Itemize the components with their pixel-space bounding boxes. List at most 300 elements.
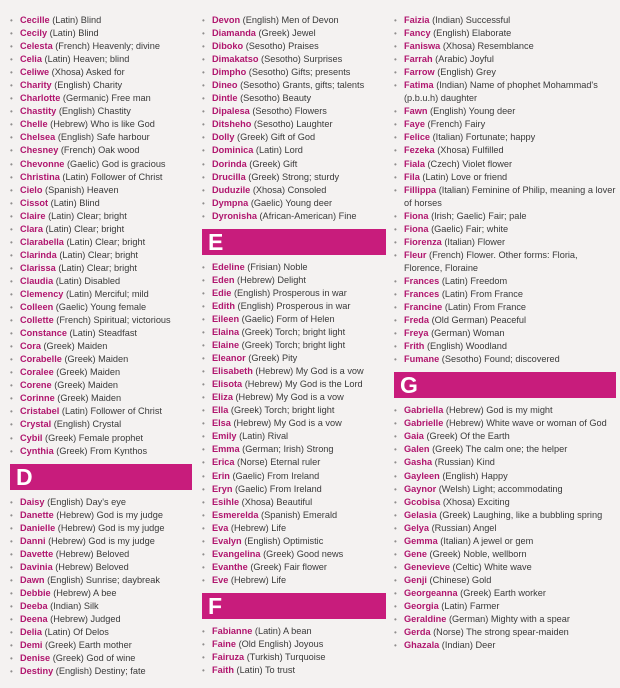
entry-description: (Sesotho) Beauty: [240, 93, 312, 104]
bullet-icon: •: [202, 288, 205, 298]
name-entry: [202, 664, 386, 677]
entry-description: (Greek) Good news: [263, 548, 344, 559]
bullet-icon: •: [10, 355, 13, 365]
entry-description: (Latin) Of Delos: [44, 627, 109, 638]
section-header-g: G: [394, 372, 616, 398]
name-entry: [202, 651, 386, 664]
bullet-icon: •: [394, 419, 397, 429]
bullet-icon: •: [394, 172, 397, 182]
entry-name: Danni: [20, 535, 46, 546]
entry-description: (Old German) Peaceful: [431, 315, 527, 326]
bullet-icon: •: [202, 380, 205, 390]
entry-description: (English) Day's eye: [47, 496, 126, 507]
entry-description: (Latin) Blind: [49, 28, 99, 39]
bullet-icon: •: [10, 601, 13, 611]
name-entry: [202, 131, 386, 144]
bullet-icon: •: [10, 107, 13, 117]
bullet-icon: •: [394, 146, 397, 156]
name-entry: [10, 366, 192, 379]
bullet-icon: •: [394, 159, 397, 169]
name-entry: [10, 14, 192, 27]
entry-description: (Chinese) Gold: [429, 574, 492, 585]
bullet-icon: •: [10, 368, 13, 378]
entry-name: Danielle: [20, 522, 56, 533]
entry-description: (Greek) Of the Earth: [426, 431, 510, 442]
name-entry: [10, 574, 192, 587]
bullet-icon: •: [394, 29, 397, 39]
entry-name: Dolly: [212, 132, 235, 143]
entry-description: (Sesotho) Grants, gifts; talents: [240, 80, 365, 91]
entry-name: Crystal: [20, 419, 52, 430]
entry-name: Edith: [212, 300, 235, 311]
bullet-icon: •: [202, 159, 205, 169]
bullet-icon: •: [202, 458, 205, 468]
entry-description: (Greek) Laughing, like a bubbling spring: [439, 509, 603, 520]
bullet-icon: •: [10, 16, 13, 25]
bullet-icon: •: [10, 198, 13, 208]
entry-name: Freda: [404, 315, 430, 326]
name-entry: [394, 548, 616, 561]
name-entry: [202, 509, 386, 522]
name-entry: [10, 548, 192, 561]
entry-name: Faine: [212, 638, 236, 649]
name-entry: [202, 417, 386, 430]
bullet-icon: •: [202, 432, 205, 442]
entry-description: (Hebrew) God is my judge: [48, 535, 155, 546]
entry-description: (Latin) From France: [441, 288, 523, 299]
entry-name: Duduzile: [212, 184, 251, 195]
name-entry: [202, 197, 386, 210]
name-entry: [394, 443, 616, 456]
bullet-icon: •: [394, 615, 397, 625]
bullet-icon: •: [394, 406, 397, 416]
bullet-icon: •: [202, 497, 205, 507]
entry-description: (Latin) Clear; bright: [45, 223, 125, 234]
name-entry: [202, 456, 386, 469]
bullet-icon: •: [10, 276, 13, 286]
bullet-icon: •: [394, 120, 397, 130]
bullet-icon: •: [202, 120, 205, 130]
name-entry: [394, 131, 616, 144]
entry-name: Cissot: [20, 197, 49, 208]
bullet-icon: •: [10, 575, 13, 585]
name-entry: [394, 327, 616, 340]
name-entry: [202, 261, 386, 274]
entry-description: (Norse) Eternal ruler: [237, 457, 321, 468]
entry-name: Elaina: [212, 326, 240, 337]
bullet-icon: •: [10, 29, 13, 39]
entry-name: Galen: [404, 444, 430, 455]
entry-description: (Gaelic) Young deer: [250, 197, 333, 208]
bullet-icon: •: [394, 81, 397, 91]
bullet-icon: •: [202, 16, 205, 25]
entry-description: (Latin) Love or friend: [422, 171, 508, 182]
entry-description: (Greek) God of wine: [52, 653, 136, 664]
entry-description: (Latin) To trust: [236, 665, 296, 676]
entry-description: (Czech) Violet flower: [427, 158, 513, 169]
entry-description: (Latin) Heaven; blind: [44, 54, 130, 65]
entry-name: Dyronisha: [212, 210, 257, 221]
entry-description: (Latin) Clear; bright: [66, 236, 146, 247]
name-entry: [394, 27, 616, 40]
entry-name: Colleen: [20, 302, 54, 313]
entry-name: Delia: [20, 627, 42, 638]
bullet-icon: •: [10, 433, 13, 443]
bullet-icon: •: [202, 639, 205, 649]
entry-description: (French) Fairy: [427, 119, 486, 130]
bullet-icon: •: [10, 289, 13, 299]
entry-description: (Greek) Jewel: [258, 28, 316, 39]
name-entry: [394, 105, 616, 118]
entry-description: (Xhosa) Consoled: [252, 184, 327, 195]
bullet-icon: •: [10, 497, 13, 507]
bullet-icon: •: [202, 536, 205, 546]
name-entry: [10, 131, 192, 144]
name-entry: [10, 561, 192, 574]
entry-name: Eileen: [212, 313, 240, 324]
entry-name: Eva: [212, 522, 229, 533]
name-entry: [202, 158, 386, 171]
entry-name: Dorinda: [212, 158, 247, 169]
entry-description: (Hebrew) A bee: [53, 587, 117, 598]
entry-name: Danette: [20, 509, 54, 520]
name-entry: [394, 456, 616, 469]
name-entry: [10, 600, 192, 613]
entry-name: Clarinda: [20, 249, 57, 260]
bullet-icon: •: [394, 16, 397, 25]
bullet-icon: •: [202, 133, 205, 143]
bullet-icon: •: [202, 523, 205, 533]
entry-description: (Greek) Gift of God: [237, 132, 316, 143]
bullet-icon: •: [202, 185, 205, 195]
entry-description: (Gaelic) Form of Helen: [241, 313, 335, 324]
entry-name: Edeline: [212, 261, 245, 272]
bullet-icon: •: [394, 224, 397, 234]
name-entry: [394, 79, 616, 105]
bullet-icon: •: [10, 562, 13, 572]
entry-description: (Greek) Maiden: [43, 341, 108, 352]
entry-description: (Celtic) White wave: [452, 561, 532, 572]
name-entry: [10, 275, 192, 288]
bullet-icon: •: [394, 588, 397, 598]
bullet-icon: •: [394, 562, 397, 572]
entry-name: Charity: [20, 80, 52, 91]
entry-description: (Gaelic) Young female: [55, 302, 147, 313]
entry-name: Christina: [20, 171, 60, 182]
name-entry: [10, 587, 192, 600]
entry-name: Celiwe: [20, 67, 50, 78]
name-entry: [10, 184, 192, 197]
name-entry: [394, 561, 616, 574]
entry-name: Chesney: [20, 145, 59, 156]
entry-name: Gabrielle: [404, 418, 444, 429]
entry-name: Cybil: [20, 432, 43, 443]
entry-name: Ghazala: [404, 640, 440, 651]
entry-description: (Latin) Rival: [239, 431, 289, 442]
entry-name: Georgia: [404, 600, 439, 611]
entry-name: Debbie: [20, 587, 51, 598]
bullet-icon: •: [202, 262, 205, 272]
entry-name: Gasha: [404, 457, 433, 468]
name-entry: [202, 352, 386, 365]
bullet-icon: •: [202, 81, 205, 91]
entry-description: (Greek) Torch; bright light: [230, 405, 335, 416]
entry-description: (Greek) Female prophet: [45, 432, 144, 443]
entry-description: (English) Grey: [437, 67, 496, 78]
name-entry: [394, 301, 616, 314]
entry-name: Gerda: [404, 627, 431, 638]
bullet-icon: •: [10, 68, 13, 78]
bullet-icon: •: [202, 198, 205, 208]
entry-description: (Latin) From France: [444, 302, 527, 313]
entry-name: Celesta: [20, 41, 53, 52]
entry-name: Constance: [20, 328, 67, 339]
entry-description: (Sesotho) Surprises: [261, 54, 343, 65]
entry-description: (French) Spiritual; victorious: [56, 315, 171, 326]
name-entry: [202, 548, 386, 561]
entry-description: (Turkish) Turquoise: [246, 652, 326, 663]
name-entry: [10, 392, 192, 405]
name-entry: [10, 432, 192, 445]
bullet-icon: •: [10, 211, 13, 221]
entry-name: Fezeka: [404, 145, 435, 156]
name-entry: [394, 249, 616, 275]
bullet-icon: •: [10, 394, 13, 404]
section-header-f: F: [202, 593, 386, 619]
entry-description: (Latin) Disabled: [55, 275, 121, 286]
name-entry: [202, 40, 386, 53]
bullet-icon: •: [394, 342, 397, 352]
name-entry: [394, 144, 616, 157]
bullet-icon: •: [10, 329, 13, 339]
name-entry: [202, 326, 386, 339]
bullet-icon: •: [10, 316, 13, 326]
entry-description: (English) Men of Devon: [242, 15, 339, 25]
name-entry: [202, 430, 386, 443]
name-entry: [10, 665, 192, 678]
entry-description: (Greek) Earth mother: [45, 640, 132, 651]
bullet-icon: •: [10, 342, 13, 352]
entry-name: Chelle: [20, 119, 48, 130]
entry-description: (Gaelic) From Ireland: [235, 483, 322, 494]
bullet-icon: •: [394, 628, 397, 638]
entry-name: Freya: [404, 328, 429, 339]
entry-description: (Norse) The strong spear-maiden: [433, 627, 569, 638]
bullet-icon: •: [202, 314, 205, 324]
bullet-icon: •: [202, 94, 205, 104]
entry-name: Dimpho: [212, 67, 247, 78]
entry-description: (Gaelic) From Ireland: [232, 470, 320, 481]
bullet-icon: •: [202, 367, 205, 377]
bullet-icon: •: [10, 133, 13, 143]
name-entry: [10, 171, 192, 184]
name-entry: [10, 445, 192, 458]
entry-description: (Italian) Flower: [444, 236, 506, 247]
name-entry: [202, 144, 386, 157]
name-entry: [10, 340, 192, 353]
entry-name: Georgeanna: [404, 587, 458, 598]
bullet-icon: •: [202, 107, 205, 117]
bullet-icon: •: [394, 329, 397, 339]
name-entry: [394, 417, 616, 430]
name-entry: [10, 496, 192, 509]
entry-description: (French) Oak wood: [60, 145, 140, 156]
bullet-icon: •: [202, 301, 205, 311]
name-entry: [10, 223, 192, 236]
entry-description: (English) Sunrise; daybreak: [47, 574, 160, 585]
name-entry: [10, 405, 192, 418]
entry-description: (Spanish) Emerald: [261, 509, 338, 520]
name-entry: [394, 600, 616, 613]
entry-name: Collette: [20, 315, 54, 326]
entry-name: Diboko: [212, 41, 244, 52]
bullet-icon: •: [394, 601, 397, 611]
entry-description: (Hebrew) God is my judge: [57, 522, 165, 533]
section-header-d: D: [10, 464, 192, 490]
name-entry: [202, 210, 386, 223]
entry-description: (German) Mighty with a spear: [448, 614, 570, 625]
name-entry: [394, 14, 616, 27]
entry-name: Faye: [404, 119, 425, 130]
entry-description: (Frisian) Noble: [247, 261, 308, 272]
name-entry: [394, 171, 616, 184]
entry-name: Eve: [212, 574, 229, 585]
bullet-icon: •: [10, 536, 13, 546]
name-entry: [10, 522, 192, 535]
entry-name: Eden: [212, 274, 235, 285]
name-entry: [394, 626, 616, 639]
bullet-icon: •: [202, 575, 205, 585]
name-entry: [394, 470, 616, 483]
entry-name: Fiala: [404, 158, 425, 169]
entry-name: Elsa: [212, 418, 231, 429]
bullet-icon: •: [202, 484, 205, 494]
entry-name: Geraldine: [404, 614, 447, 625]
entry-name: Clarabella: [20, 236, 64, 247]
entry-description: (Latin) Clear; bright: [48, 210, 127, 221]
bullet-icon: •: [10, 615, 13, 625]
entry-description: (Hebrew) My God is a vow: [255, 366, 364, 377]
bullet-icon: •: [202, 341, 205, 351]
bullet-icon: •: [10, 303, 13, 313]
bullet-icon: •: [394, 458, 397, 468]
bullet-icon: •: [10, 81, 13, 91]
name-entry: [394, 210, 616, 223]
entry-name: Chastity: [20, 106, 57, 117]
name-entry: [10, 314, 192, 327]
name-entry: [202, 535, 386, 548]
entry-description: (Greek) Strong; sturdy: [248, 171, 340, 182]
entry-name: Farrah: [404, 54, 433, 65]
entry-name: Cynthia: [20, 445, 54, 456]
bullet-icon: •: [10, 263, 13, 273]
name-entry: [202, 27, 386, 40]
bullet-icon: •: [10, 237, 13, 247]
entry-name: Gemma: [404, 535, 438, 546]
entry-description: (Hebrew) God is my might: [445, 405, 553, 416]
entry-description: (Italian) A jewel or gem: [440, 535, 534, 546]
entry-name: Genevieve: [404, 561, 450, 572]
column-3: [394, 14, 616, 652]
bullet-icon: •: [10, 549, 13, 559]
name-entry: [202, 496, 386, 509]
entry-description: (Latin) Blind: [52, 15, 102, 25]
entry-name: Ella: [212, 405, 229, 416]
entry-description: (Hebrew) God is my judge: [56, 509, 163, 520]
entry-name: Cecily: [20, 28, 48, 39]
entry-description: (English) Safe harbour: [57, 132, 150, 143]
entry-name: Davinia: [20, 561, 53, 572]
name-entry: [10, 79, 192, 92]
entry-name: Chelsea: [20, 132, 56, 143]
bullet-icon: •: [10, 641, 13, 651]
entry-name: Dintle: [212, 93, 238, 104]
entry-name: Felice: [404, 132, 431, 143]
entry-description: (Greek) Fair flower: [250, 561, 327, 572]
bullet-icon: •: [394, 641, 397, 651]
section-header-e: E: [202, 229, 386, 255]
entry-name: Clarissa: [20, 262, 56, 273]
bullet-icon: •: [394, 549, 397, 559]
name-entry: [394, 288, 616, 301]
bullet-icon: •: [202, 549, 205, 559]
bullet-icon: •: [394, 355, 397, 365]
entry-description: (English) Elaborate: [433, 28, 512, 39]
entry-name: Fiorenza: [404, 236, 442, 247]
bullet-icon: •: [202, 211, 205, 221]
entry-name: Cora: [20, 341, 41, 352]
entry-description: (Hebrew) Life: [230, 574, 287, 585]
entry-name: Faith: [212, 665, 234, 676]
entry-description: (Latin) Blind: [50, 197, 100, 208]
name-entry: [394, 340, 616, 353]
entry-name: Faizia: [404, 15, 430, 25]
entry-description: (Hebrew) Beloved: [55, 548, 130, 559]
entry-description: (English) Woodland: [426, 341, 507, 352]
entry-description: (Indian) Name of phophet Mohammad's (p.b.u.h) daughter: [404, 80, 598, 104]
entry-name: Destiny: [20, 666, 54, 677]
entry-name: Claire: [20, 210, 46, 221]
bullet-icon: •: [394, 445, 397, 455]
entry-description: (Latin) Merciful; mild: [65, 288, 149, 299]
name-entry: [202, 365, 386, 378]
name-entry: [394, 236, 616, 249]
entry-description: (Greek) Torch; bright light: [241, 340, 346, 351]
name-entry: [394, 184, 616, 210]
entry-description: (Latin) Lord: [255, 145, 303, 156]
entry-name: Emily: [212, 431, 237, 442]
bullet-icon: •: [202, 275, 205, 285]
entry-description: (English) Charity: [54, 80, 123, 91]
bullet-icon: •: [10, 224, 13, 234]
name-entry: [394, 158, 616, 171]
name-entry: [10, 210, 192, 223]
name-entry: [10, 301, 192, 314]
bullet-icon: •: [10, 407, 13, 417]
bullet-icon: •: [394, 497, 397, 507]
entry-name: Deeba: [20, 600, 48, 611]
name-entry: [394, 53, 616, 66]
bullet-icon: •: [394, 575, 397, 585]
entry-description: (Old English) Joyous: [238, 638, 324, 649]
name-entry: [394, 430, 616, 443]
entry-description: (Indian) Silk: [50, 600, 99, 611]
bullet-icon: •: [394, 276, 397, 286]
entry-name: Erin: [212, 470, 230, 481]
entry-description: (English) Young deer: [430, 106, 516, 117]
bullet-icon: •: [202, 68, 205, 78]
name-entry: [10, 613, 192, 626]
